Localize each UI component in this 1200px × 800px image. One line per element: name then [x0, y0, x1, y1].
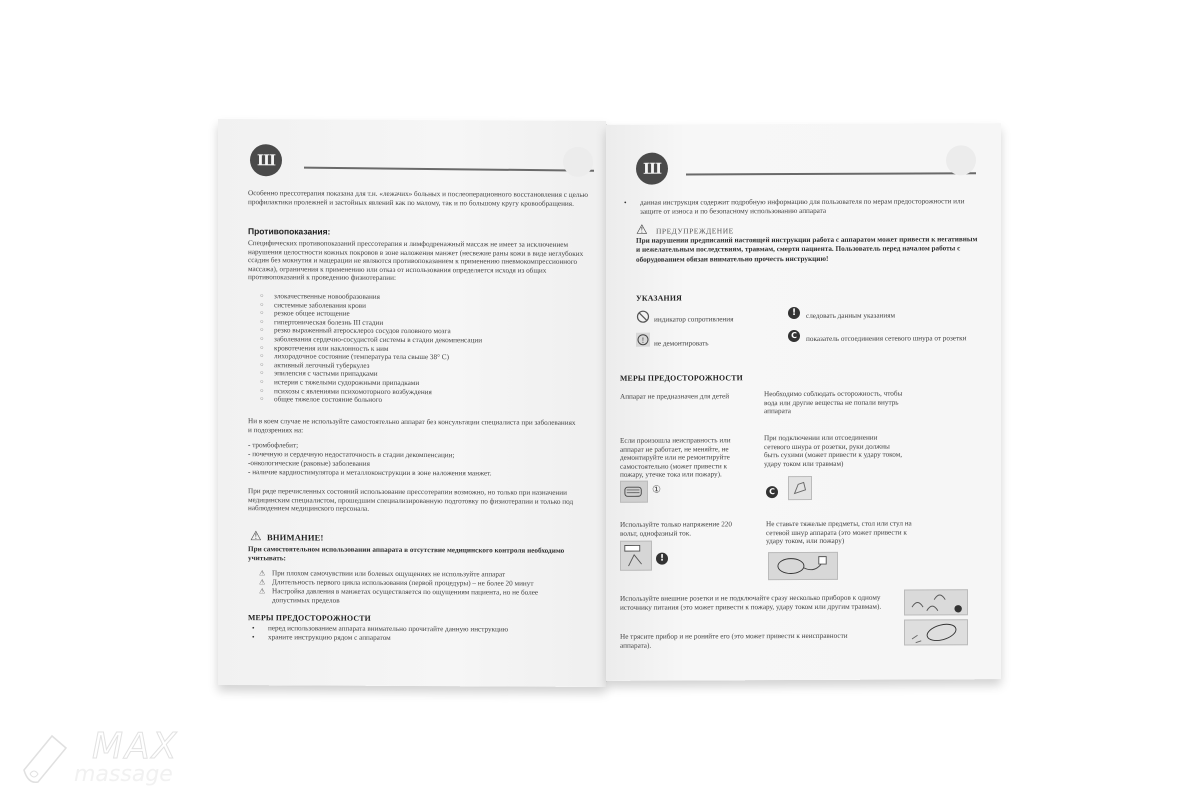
ghost-logo-icon	[563, 147, 593, 177]
watermark	[18, 724, 188, 794]
legend-label: индикатор сопротивления	[654, 315, 734, 324]
warning-text: При нарушении предписаний настоящей инструкции работа с аппаратом может привести к негативным и нежелательным последствиям, травмам, смерти пациента. Пользователь перед началом работы с оборудованием обязан внимательно прочесть инструкцию!	[636, 235, 978, 264]
precaution-children: Аппарат не предназначен для детей	[620, 392, 730, 401]
device-illustration	[620, 481, 648, 503]
precautions-heading: МЕРЫ ПРЕДОСТОРОЖНОСТИ	[248, 613, 371, 623]
do-not-disassemble-icon	[636, 333, 650, 347]
list-item: ○ кровотечения или наклонность к ним	[260, 344, 560, 354]
list-item: ⚠ При плохом самочувствии или болевых ощущениях не используйте аппарат	[259, 569, 569, 580]
precaution-voltage: Используйте только напряжение 220 вольт, однофазный ток.	[620, 520, 732, 538]
multiple-plugs-illustration	[904, 589, 968, 615]
list-item: ○ системные заболевания крови	[260, 301, 560, 311]
precaution-repair: Если произошла неисправность или аппарат не работает, не меняйте, не демонтируйте или не ремонтируйте самостоятельно (может привести к пожару, утечке тока или пожару).	[620, 436, 731, 480]
list-item: ○ истерия с тяжелыми судорожными припадками	[260, 378, 560, 388]
watermark-logo-icon	[18, 730, 78, 790]
exclamation-icon: !	[788, 307, 800, 319]
brand-logo-icon: Ш	[250, 144, 282, 176]
precautions-list	[248, 624, 568, 644]
ghost-logo-icon	[946, 145, 976, 175]
list-item: ⚠ Длительность первого цикла использования (первой процедуры) – не более 20 минут	[259, 578, 569, 589]
open-booklet	[218, 118, 1001, 686]
list-item: • храните инструкцию рядом с аппаратом	[248, 633, 568, 644]
legend-label-text: показатель отсоединения сетевого шнура от розетки	[806, 334, 967, 343]
precaution-water: Необходимо соблюдать осторожность, чтобы вода или другие вещества не попали внутрь аппарата	[764, 389, 903, 416]
list-item: ○ общее тяжелое состояние больного	[260, 395, 560, 405]
prohibition-icon	[636, 310, 650, 324]
legend-label: не демонтировать	[654, 339, 709, 348]
list-item: ○ заболевания сердечно-сосудистой системы в стадии декомпенсации	[260, 335, 560, 345]
header-rule	[304, 167, 594, 172]
consult-item: - наличие кардиостимулятора и металлоконструкции в зоне наложения манжет.	[248, 468, 492, 478]
watermark-max: MAX	[92, 726, 179, 767]
precautions-heading: МЕРЫ ПРЕДОСТОРОЖНОСТИ	[620, 373, 743, 383]
attention-heading: ВНИМАНИЕ!	[267, 532, 324, 543]
list-item: • перед использованием аппарата внимательно прочитайте данную инструкцию	[248, 624, 568, 635]
list-item: ○ лихорадочное состояние (температура тела свыше 38° С)	[260, 352, 560, 362]
list-item: ⚠ Настройка давления в манжетах осуществляется по ощущениям пациента, но не более допустимых пределов	[259, 587, 569, 607]
socket-hand-illustration	[788, 476, 812, 500]
consult-note: При ряде перечисленных состояний использование прессотерапии возможно, но только при назначении медицинским специалистом, прошедшим специализированную подготовку по физиотерапии и только под наблюдением медицинского персонала.	[248, 487, 574, 513]
right-page	[606, 123, 1001, 681]
watermark-massage: massage	[74, 762, 173, 787]
intro-paragraph: Особенно прессотерапия показана для т.н. «лежачих» больных и послеоперационного восстановления с целью профилактики пролежней и застойных явлений как по малому, так и по большому кругу кровообращения.	[248, 189, 589, 208]
outlet-illustration	[620, 541, 652, 571]
consult-item: - почечную и сердечную недостаточность в стадии декомпенсации;	[248, 450, 455, 460]
list-item: ○ резкое общее истощение	[260, 309, 560, 319]
list-item: ○ резко выраженный атеросклероз сосудов головного мозга	[260, 327, 560, 337]
consult-paragraph: Ни в коем случае не используйте самостоятельно аппарат без консультации специалиста при заболеваниях и подозрениях на:	[248, 417, 576, 435]
consult-item: - тромбофлебит;	[248, 441, 299, 450]
list-item: ○ активный легочный туберкулез	[260, 361, 560, 371]
warning-heading: ПРЕДУПРЕЖДЕНИЕ	[656, 226, 734, 236]
list-item: ○ эпилепсия с частыми припадками	[260, 370, 560, 380]
dropped-device-illustration	[904, 619, 968, 645]
warning-triangle-icon: ⚠	[636, 221, 648, 237]
attention-lead: При самостоятельном использовании аппарата в отсутствие медицинского контроля необходимо учитывать:	[248, 545, 565, 562]
precaution-dry-hands: При подключении или отсоединении сетевого шнура от розетки, руки должны быть сухими (может привести к удару током, удару током или травмам)	[764, 433, 903, 468]
warning-triangle-icon: ⚠	[250, 528, 262, 544]
cord-illustration	[768, 552, 838, 580]
unplug-icon: C	[766, 486, 778, 498]
left-page	[218, 119, 606, 687]
legend-label	[806, 334, 986, 343]
legend-heading: УКАЗАНИЯ	[636, 293, 682, 303]
list-item: ○ злокачественные новообразования	[260, 292, 560, 302]
header-rule	[686, 172, 976, 175]
contraindications-list	[260, 292, 560, 405]
unplug-icon: C	[788, 330, 800, 342]
attention-list	[259, 569, 569, 607]
contraindications-paragraph: Специфических противопоказаний прессотерапия и лимфодренажный массаж не имеет за исключением нарушения целостности кожных покровов в зоне наложения манжет (несвежие раны кожи в виде неглубоких ссадин без мокнутия и мацерации не являются противопоказанием к применению пневмокомпрессионного массажа), ограничения к применению или отказ от использования определяется исходя из общих противопоказаний к проведению физиотерапии:	[248, 239, 584, 283]
intro-bullet-list	[620, 197, 980, 217]
brand-logo-icon: Ш	[636, 153, 668, 185]
legend-label: следовать данным указаниям	[806, 311, 896, 320]
list-item: ○ психозы с явлениями психомоторного возбуждения	[260, 387, 560, 397]
do-not-disassemble-icon: ①	[652, 484, 661, 496]
exclamation-icon: !	[656, 553, 668, 565]
consult-item: -онкологические (раковые) заболевания	[248, 459, 370, 468]
list-item: • данная инструкция содержит подробную информацию для пользователя по мерам предосторожности или защите от износа и по безопасному использованию аппарата	[620, 197, 980, 217]
contraindications-heading: Противопоказания:	[248, 226, 331, 237]
list-item: ○ гипертоническая болезнь III стадии	[260, 318, 560, 328]
svg-text:!: !	[641, 335, 645, 345]
precaution-drop: Не трясите прибор и не роняйте его (это может привести к неисправности аппарата).	[620, 631, 848, 650]
precaution-outlets: Используйте внешние розетки и не подключайте сразу несколько приборов к одному источнику питания (это может привести к пожару, удару током или другим травмам).	[620, 593, 882, 612]
precaution-heavy-objects: Не ставьте тяжелые предметы, стол или стул на сетевой шнур аппарата (это может привести к удару током, или пожару)	[766, 519, 912, 546]
